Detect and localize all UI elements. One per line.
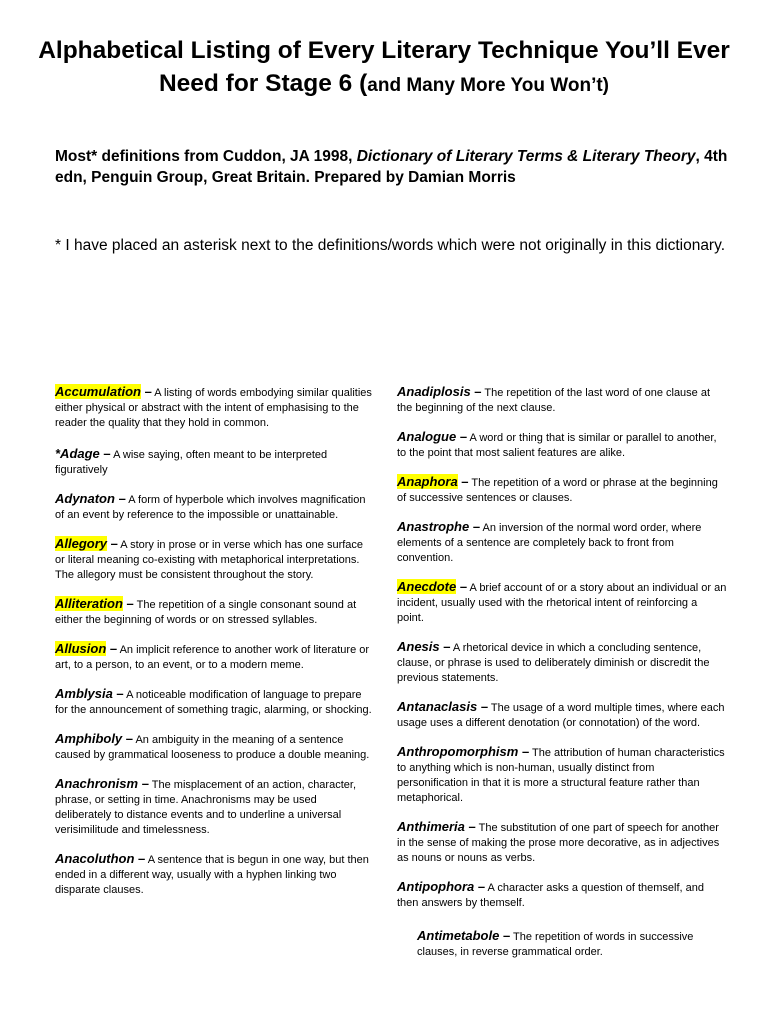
entry-definition: The repetition of the last word of one clause at the beginning of the next clause. xyxy=(397,387,711,414)
source-line xyxy=(55,146,735,188)
entry-term: Anthropomorphism xyxy=(397,744,519,759)
entry-definition: A listing of words embodying similar qualities either physical or abstract with the intent of emphasising to the reader the quality that they hold in common. xyxy=(55,387,372,429)
entry-anacoluthon: Anacoluthon – A sentence that is begun in one way, but then ended in a different way, usually with a hyphen linking two disparate clauses. xyxy=(55,851,369,896)
entry-term: Amblysia xyxy=(55,686,113,701)
entry-term: Anastrophe xyxy=(397,519,470,534)
entry-term: Antanaclasis xyxy=(397,699,478,714)
entry-definition: The repetition of words in successive clauses, in reverse grammatical order. xyxy=(417,931,694,958)
source-suffix: , 4th edn, Penguin Group, Great Britain. Prepared by Damian Morris xyxy=(55,148,728,186)
entry-definition: An inversion of the normal word order, where elements of a sentence are completely back to front from convention. xyxy=(397,522,702,564)
left-column xyxy=(55,384,375,898)
entry-term: Accumulation xyxy=(55,384,141,399)
entry-anesis: Anesis – A rhetorical device in which a concluding sentence, clause, or phrase is used to deliberately diminish or discredit the previous statements. xyxy=(397,639,710,684)
entry-accumulation: Accumulation – A listing of words embodying similar qualities either physical or abstract with the intent of emphasising to the reader the quality that they hold in common. xyxy=(55,384,372,429)
right-column xyxy=(397,384,727,960)
title-main: Alphabetical Listing of Every Literary Technique You’ll Ever Need for Stage 6 ( xyxy=(38,37,730,97)
entry-definition: A word or thing that is similar or parallel to another, to the point that most salient features are alike. xyxy=(397,432,717,459)
entry-term: Antimetabole xyxy=(417,928,500,943)
entry-term: Anacoluthon xyxy=(55,851,135,866)
entry-analogue: Analogue – A word or thing that is similar or parallel to another, to the point that most salient features are alike. xyxy=(397,429,717,459)
entry-definition: The substitution of one part of speech for another in the sense of making the prose more decorative, as in adjectives as nouns or nouns as verbs. xyxy=(397,822,720,864)
entry-anachronism: Anachronism – The misplacement of an action, character, phrase, or setting in time. Anachronisms may be used deliberately to distance events and to underline a universal verisimilitude and timelessness. xyxy=(55,776,356,836)
source-prefix: Most* definitions from Cuddon, JA 1998, xyxy=(55,148,357,165)
entry-term: *Adage xyxy=(55,446,100,461)
entry-definition: A character asks a question of themself, and then answers by themself. xyxy=(397,882,705,909)
entry-anastrophe: Anastrophe – An inversion of the normal word order, where elements of a sentence are completely back to front from convention. xyxy=(397,519,702,564)
entry-definition: A rhetorical device in which a concluding sentence, clause, or phrase is used to deliberately diminish or discredit the previous statements. xyxy=(397,642,710,684)
entry-term: Allusion xyxy=(55,641,107,656)
entry-term: Anthimeria xyxy=(397,819,465,834)
entry-adage: *Adage – A wise saying, often meant to be interpreted figuratively xyxy=(55,446,328,476)
entry-alliteration: Alliteration – The repetition of a single consonant sound at either the beginning of words or on stressed syllables. xyxy=(55,596,357,626)
entry-definition: A wise saying, often meant to be interpreted figuratively xyxy=(55,449,328,476)
entry-term: Anadiplosis xyxy=(397,384,471,399)
entry-antipophora: Antipophora – A character asks a question of themself, and then answers by themself. xyxy=(397,879,705,909)
entry-term: Antipophora xyxy=(397,879,475,894)
entry-definition: A sentence that is begun in one way, but then ended in a different way, usually with a hyphen linking two disparate clauses. xyxy=(55,854,369,896)
entry-antanaclasis: Antanaclasis – The usage of a word multiple times, where each usage uses a different denotation (or connotation) of the word. xyxy=(397,699,725,729)
entry-definition: An ambiguity in the meaning of a sentence caused by grammatical looseness to produce a double meaning. xyxy=(55,734,370,761)
entry-definition: A noticeable modification of language to prepare for the announcement of something tragic, alarming, or shocking. xyxy=(55,689,372,716)
page-title xyxy=(30,34,738,102)
entry-term: Amphiboly xyxy=(55,731,123,746)
entry-anecdote: Anecdote – A brief account of or a story about an individual or an incident, usually used with the rhetorical intent of reinforcing a point. xyxy=(397,579,727,624)
asterisk-note: * I have placed an asterisk next to the definitions/words which were not originally in this dictionary. xyxy=(55,237,726,254)
entry-term: Anesis xyxy=(397,639,440,654)
entry-term: Anecdote xyxy=(397,579,457,594)
entry-amphiboly: Amphiboly – An ambiguity in the meaning of a sentence caused by grammatical looseness to produce a double meaning. xyxy=(55,731,370,761)
entry-anaphora: Anaphora – The repetition of a word or phrase at the beginning of successive sentences or clauses. xyxy=(397,474,718,504)
entry-term: Allegory xyxy=(55,536,108,551)
entry-amblysia: Amblysia – A noticeable modification of language to prepare for the announcement of something tragic, alarming, or shocking. xyxy=(55,686,372,716)
source-book-title: Dictionary of Literary Terms & Literary Theory xyxy=(356,148,696,165)
entry-term: Adynaton xyxy=(55,491,115,506)
entry-definition: A brief account of or a story about an individual or an incident, usually used with the rhetorical intent of reinforcing a point. xyxy=(397,582,727,624)
entry-allegory: Allegory – A story in prose or in verse which has one surface or literal meaning co-existing with metaphorical interpretations. The allegory must be consistent throughout the story. xyxy=(55,536,364,581)
entry-definition: The repetition of a word or phrase at the beginning of successive sentences or clauses. xyxy=(397,477,718,504)
entry-definition: A story in prose or in verse which has one surface or literal meaning co-existing with metaphorical interpretations. The allegory must be consistent throughout the story. xyxy=(55,539,364,581)
entry-anadiplosis: Anadiplosis – The repetition of the last word of one clause at the beginning of the next clause. xyxy=(397,384,711,414)
entry-adynaton: Adynaton – A form of hyperbole which involves magnification of an event by reference to the impossible or unattainable. xyxy=(55,491,366,521)
entry-definition: An implicit reference to another work of literature or art, to a person, to an event, or to a modern meme. xyxy=(55,644,370,671)
entry-term: Alliteration xyxy=(55,596,123,611)
entry-definition: The misplacement of an action, character, phrase, or setting in time. Anachronisms may be used deliberately to distance events and to underline a universal verisimilitude and timelessness. xyxy=(55,779,356,836)
entry-allusion: Allusion – An implicit reference to another work of literature or art, to a person, to an event, or to a modern meme. xyxy=(55,641,370,671)
title-aside: and Many More You Won’t) xyxy=(367,75,610,96)
entry-definition: The usage of a word multiple times, where each usage uses a different denotation (or connotation) of the word. xyxy=(397,702,725,729)
entry-term: Anachronism xyxy=(55,776,139,791)
entry-anthropomorphism: Anthropomorphism – The attribution of human characteristics to anything which is non-human, usually distinct from personification in that it is more a structural feature rather than metaphorical. xyxy=(397,744,725,804)
entry-term: Analogue xyxy=(397,429,457,444)
entry-term: Anaphora xyxy=(397,474,458,489)
entry-definition: The repetition of a single consonant sound at either the beginning of words or on stressed syllables. xyxy=(55,599,357,626)
entry-definition: The attribution of human characteristics to anything which is non-human, usually distinct from personification in that it is more a structural feature rather than metaphorical. xyxy=(397,747,725,804)
entry-definition: A form of hyperbole which involves magnification of an event by reference to the impossible or unattainable. xyxy=(55,494,366,521)
entry-anthimeria: Anthimeria – The substitution of one part of speech for another in the sense of making the prose more decorative, as in adjectives as nouns or nouns as verbs. xyxy=(397,819,720,864)
entry-antimetabole: Antimetabole – The repetition of words in successive clauses, in reverse grammatical order. xyxy=(417,928,694,958)
